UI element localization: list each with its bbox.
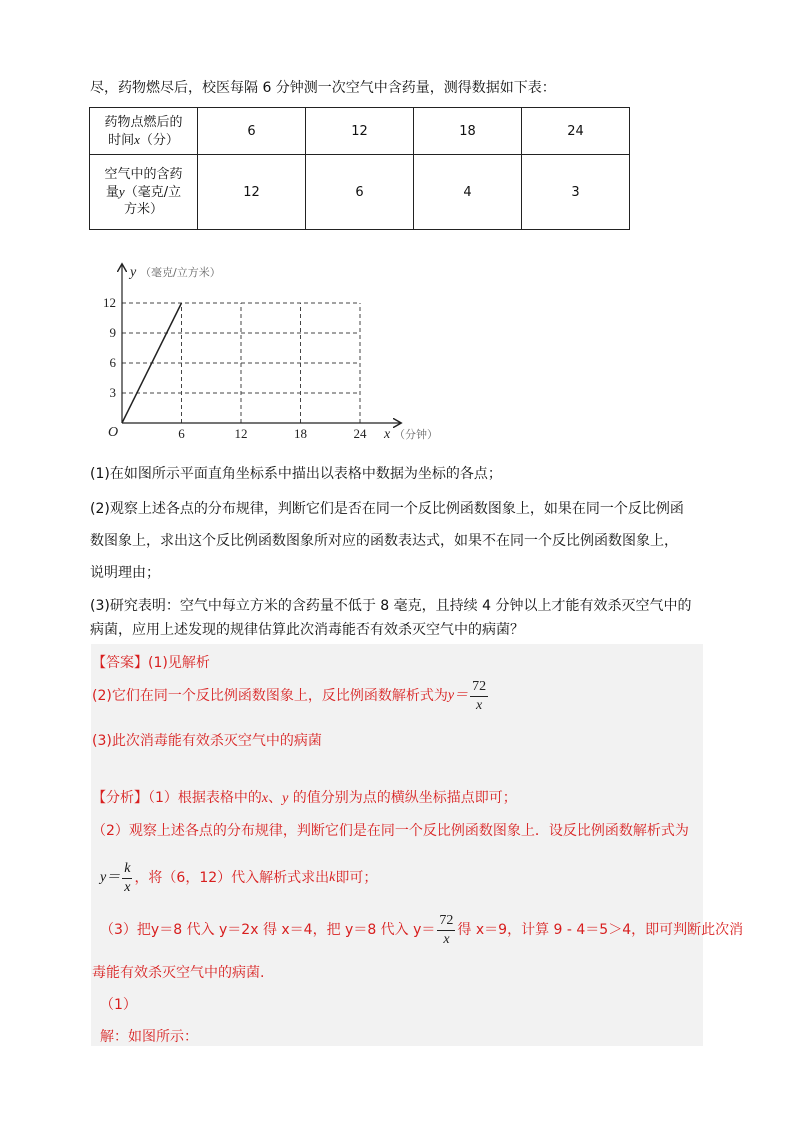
analysis-text: 即可； <box>335 870 378 886</box>
header-text: 药物点燃后的 <box>104 114 183 130</box>
question-3-line-1: (3)研究表明：空气中每立方米的含药量不低于 8 毫克，且持续 4 分钟以上才能有效杀灭空气中的 <box>90 598 692 614</box>
x-tick-label: 6 <box>178 426 185 441</box>
analysis-text: y＝8 代入 y＝2x 得 x＝4，把 y＝8 代入 y＝ <box>150 922 436 938</box>
data-table <box>89 107 630 230</box>
x-axis-unit: （分钟） <box>394 428 438 441</box>
tick-labels <box>103 295 367 441</box>
x-tick-label: 24 <box>353 426 367 441</box>
fraction-denominator: x <box>443 931 450 947</box>
origin-label: O <box>108 425 119 440</box>
fraction-denominator: x <box>124 879 131 895</box>
analysis-fraction-72 <box>437 912 455 949</box>
header-text: 量 <box>105 185 119 200</box>
analysis-var-y: y <box>282 791 289 806</box>
y-axis-var: y <box>130 265 137 280</box>
answer-1: (1)见解析 <box>148 655 210 671</box>
y-tick-label: 9 <box>109 325 116 340</box>
fraction-denominator: x <box>475 697 483 713</box>
answer-2-lhs: y＝ <box>447 688 469 703</box>
coordinate-graph <box>90 255 450 445</box>
y-tick-label: 12 <box>103 295 116 310</box>
header-unit: （分） <box>139 132 179 148</box>
table-cell: 24 <box>522 108 630 155</box>
analysis-var-k: k <box>329 870 336 885</box>
table-cell: 3 <box>522 155 630 230</box>
question-2-line-3: 说明理由； <box>90 565 160 581</box>
grid-lines <box>122 303 360 423</box>
answer-line-1 <box>92 653 210 673</box>
y-axis-unit: （毫克/立方米） <box>140 266 221 279</box>
answer-2: (2)它们在同一个反比例函数图象上，反比例函数解析式为 <box>92 688 448 704</box>
table-cell: 6 <box>198 108 306 155</box>
question-3-line-2: 病菌，应用上述发现的规律估算此次消毒能否有效杀灭空气中的病菌？ <box>90 622 524 638</box>
y-tick-label: 3 <box>109 385 116 400</box>
header-text: 时间 <box>108 132 135 148</box>
x-tick-label: 12 <box>234 426 248 441</box>
answer-tag: 【答案】 <box>92 655 148 671</box>
table-cell: 12 <box>198 155 306 230</box>
analysis-line-1 <box>92 788 517 809</box>
question-2-line-1: (2)观察上述各点的分布规律，判断它们是否在同一个反比例函数图象上，如果在同一个反比例函 <box>90 501 684 517</box>
analysis-text: ，将（6，12）代入解析式求出 <box>134 870 330 886</box>
analysis-text: 的值分别为点的横纵坐标描点即可； <box>288 790 517 806</box>
table-cell: 6 <box>306 155 414 230</box>
answer-2-fraction <box>470 678 488 715</box>
header-var: x <box>134 131 140 147</box>
analysis-line-6: （1） <box>100 997 137 1013</box>
analysis-text: 得 x＝9，计算 9 - 4＝5＞4，即可判断此次消 <box>457 922 744 938</box>
answer-3: (3)此次消毒能有效杀灭空气中的病菌 <box>92 733 322 749</box>
header-var: y <box>118 184 125 199</box>
table-cell: 12 <box>306 108 414 155</box>
fraction-numerator: 72 <box>470 678 488 697</box>
analysis-tag: 【分析】 <box>92 790 148 806</box>
table-row-concentration <box>90 155 630 230</box>
y-tick-label: 6 <box>109 355 116 370</box>
header-text: （毫克/立 <box>124 185 182 200</box>
fraction-numerator: k <box>122 860 132 879</box>
analysis-text: 、 <box>268 790 283 806</box>
analysis-line-2: （2）观察上述各点的分布规律，判断它们是在同一个反比例函数图象上．设反比例函数解析式为 <box>92 823 689 839</box>
table-header-concentration <box>90 155 198 230</box>
analysis-lhs: y＝ <box>100 870 121 885</box>
question-2-line-2: 数图象上，求出这个反比例函数图象所对应的函数表达式，如果不在同一个反比例函数图象上， <box>90 533 678 549</box>
header-text: 空气中的含药 <box>104 167 183 182</box>
analysis-var-x: x <box>261 791 269 806</box>
table-cell: 4 <box>414 155 522 230</box>
analysis-line-3 <box>100 858 377 898</box>
table-cell: 18 <box>414 108 522 155</box>
analysis-line-7: 解：如图所示： <box>100 1029 198 1045</box>
fraction-numerator: 72 <box>437 912 455 931</box>
table-header-time <box>90 108 198 155</box>
analysis-line-5: 毒能有效杀灭空气中的病菌. <box>92 965 265 981</box>
header-text: 方米） <box>123 202 163 217</box>
analysis-text: （1）根据表格中的 <box>148 790 262 806</box>
intro-line: 尽，药物燃尽后，校医每隔 6 分钟测一次空气中含药量，测得数据如下表： <box>90 80 556 96</box>
x-tick-label: 18 <box>294 426 307 441</box>
analysis-fraction-k <box>122 860 132 897</box>
analysis-text: （3）把 <box>100 922 151 938</box>
table-row-time <box>90 108 630 155</box>
answer-line-2 <box>92 676 490 716</box>
x-axis-var: x <box>384 427 391 442</box>
analysis-line-4 <box>100 910 743 950</box>
question-1: (1)在如图所示平面直角坐标系中描出以表格中数据为坐标的各点； <box>90 466 502 482</box>
